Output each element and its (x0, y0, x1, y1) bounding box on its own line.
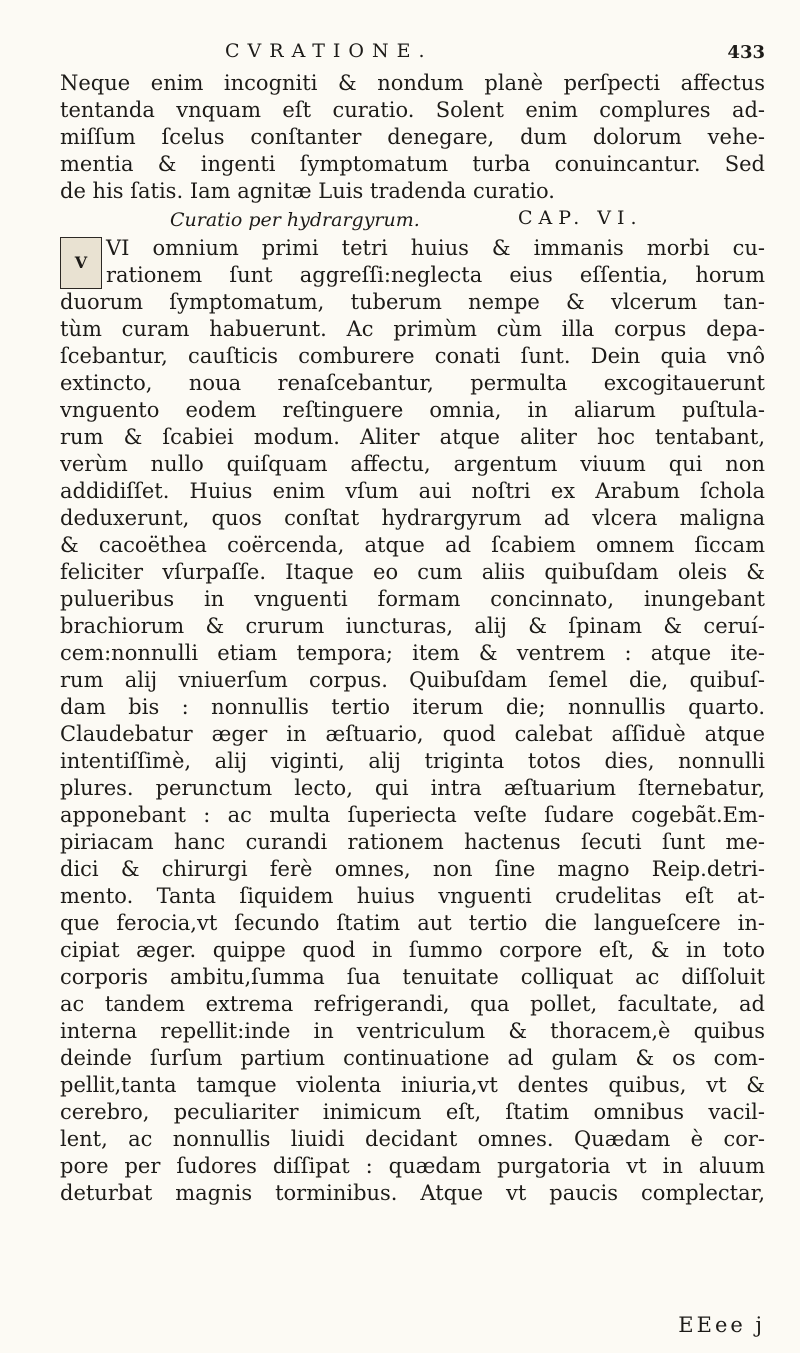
text-line: duorum ſymptomatum, tuberum nempe & vlcerum tan- (60, 290, 765, 314)
text-line: apponebant : ac multa ſuperiecta veſte ſudare cogebãt.Em- (60, 803, 765, 827)
text-line: miſſum ſcelus conſtanter denegare, dum dolorum vehe- (60, 125, 765, 149)
text-line: pore per ſudores diſſipat : quædam purgatoria vt in aluum (60, 1154, 765, 1178)
text-line: ſcebantur, cauſticis comburere conati ſunt. Dein quia vnô (60, 344, 765, 368)
text-line: rum & ſcabiei modum. Aliter atque aliter hoc tentabant, (60, 425, 765, 449)
text-line: interna repellit:inde in ventriculum & thoracem,è quibus (60, 1019, 765, 1043)
text-line: deduxerunt, quos conſtat hydrargyrum ad vlcera maligna (60, 506, 765, 530)
catchword-signature: EEee j (678, 1313, 765, 1337)
text-line: deinde ſurſum partium continuatione ad gulam & os com- (60, 1046, 765, 1070)
text-line: VI omnium primi tetri huius & immanis morbi cu- (106, 236, 765, 260)
text-line: lent, ac nonnullis liuidi decidant omnes. Quædam è cor- (60, 1127, 765, 1151)
text-line: mentia & ingenti ſymptomatum turba conuincantur. Sed (60, 152, 765, 176)
text-line: cipiat æger. quippe quod in ſummo corpore eſt, & in toto (60, 938, 765, 962)
body-text (60, 70, 765, 1207)
text-line: mento. Tanta ſiquidem huius vnguenti crudelitas eſt at- (60, 884, 765, 908)
text-line: que ferocia,vt ſecundo ſtatim aut tertio die langueſcere in- (60, 911, 765, 935)
decorated-initial-icon (60, 237, 102, 289)
text-line: extincto, noua renaſcebantur, permulta excogitauerunt (60, 371, 765, 395)
text-line: corporis ambitu,ſumma ſua tenuitate colliquat ac diſſoluit (60, 965, 765, 989)
page-header (60, 40, 765, 70)
initial-paragraph-start (60, 235, 765, 289)
text-line: vnguento eodem reſtinguere omnia, in aliarum puſtula- (60, 398, 765, 422)
subheading-title: Curatio per hydrargyrum. (170, 209, 420, 231)
text-line: dam bis : nonnullis tertio iterum die; nonnullis quarto. (60, 695, 765, 719)
initial-letter: V (74, 253, 88, 272)
running-head: CVRATIONE. (225, 40, 433, 62)
text-line: verùm nullo quiſquam affectu, argentum viuum qui non (60, 452, 765, 476)
page-number: 433 (727, 42, 765, 63)
text-line: ac tandem extrema refrigerandi, qua pollet, facultate, ad (60, 992, 765, 1016)
chapter-label: CAP. VI. (518, 207, 643, 229)
text-line: deturbat magnis torminibus. Atque vt paucis complectar, (60, 1181, 765, 1205)
text-line: cerebro, peculiariter inimicum eſt, ſtatim omnibus vacil- (60, 1100, 765, 1124)
text-line: tentanda vnquam eſt curatio. Solent enim complures ad- (60, 98, 765, 122)
text-line: rationem ſunt aggreſſi:neglecta eius eſſentia, horum (106, 263, 765, 287)
text-line: piriacam hanc curandi rationem hactenus ſecuti ſunt me- (60, 830, 765, 854)
text-line: Claudebatur æger in æſtuario, quod calebat aſſiduè atque (60, 722, 765, 746)
text-line: Neque enim incogniti & nondum planè perſpecti affectus (60, 71, 765, 95)
text-line: pellit,tanta tamque violenta iniuria,vt dentes quibus, vt & (60, 1073, 765, 1097)
text-line: dici & chirurgi ferè omnes, non ſine magno Reip.detri- (60, 857, 765, 881)
text-line: pulueribus in vnguenti formam concinnato, inungebant (60, 587, 765, 611)
text-line: addidiſſet. Huius enim vſum aui noſtri ex Arabum ſchola (60, 479, 765, 503)
text-line: cem:nonnulli etiam tempora; item & ventrem : atque ite- (60, 641, 765, 665)
text-line: intentiſſimè, alij viginti, alij triginta totos dies, nonnulli (60, 749, 765, 773)
text-line: plures. perunctum lecto, qui intra æſtuarium ſternebatur, (60, 776, 765, 800)
text-line: brachiorum & crurum iuncturas, alij & ſpinam & ceruí- (60, 614, 765, 638)
text-line: rum alij vniuerſum corpus. Quibuſdam ſemel die, quibuſ- (60, 668, 765, 692)
text-line: & cacoëthea coërcenda, atque ad ſcabiem omnem ſiccam (60, 533, 765, 557)
text-line: feliciter vſurpaſſe. Itaque eo cum aliis quibuſdam oleis & (60, 560, 765, 584)
text-line: tùm curam habuerunt. Ac primùm cùm illa corpus depa- (60, 317, 765, 341)
section-heading (60, 205, 765, 235)
text-line: de his ſatis. Iam agnitæ Luis tradenda curatio. (60, 179, 555, 203)
